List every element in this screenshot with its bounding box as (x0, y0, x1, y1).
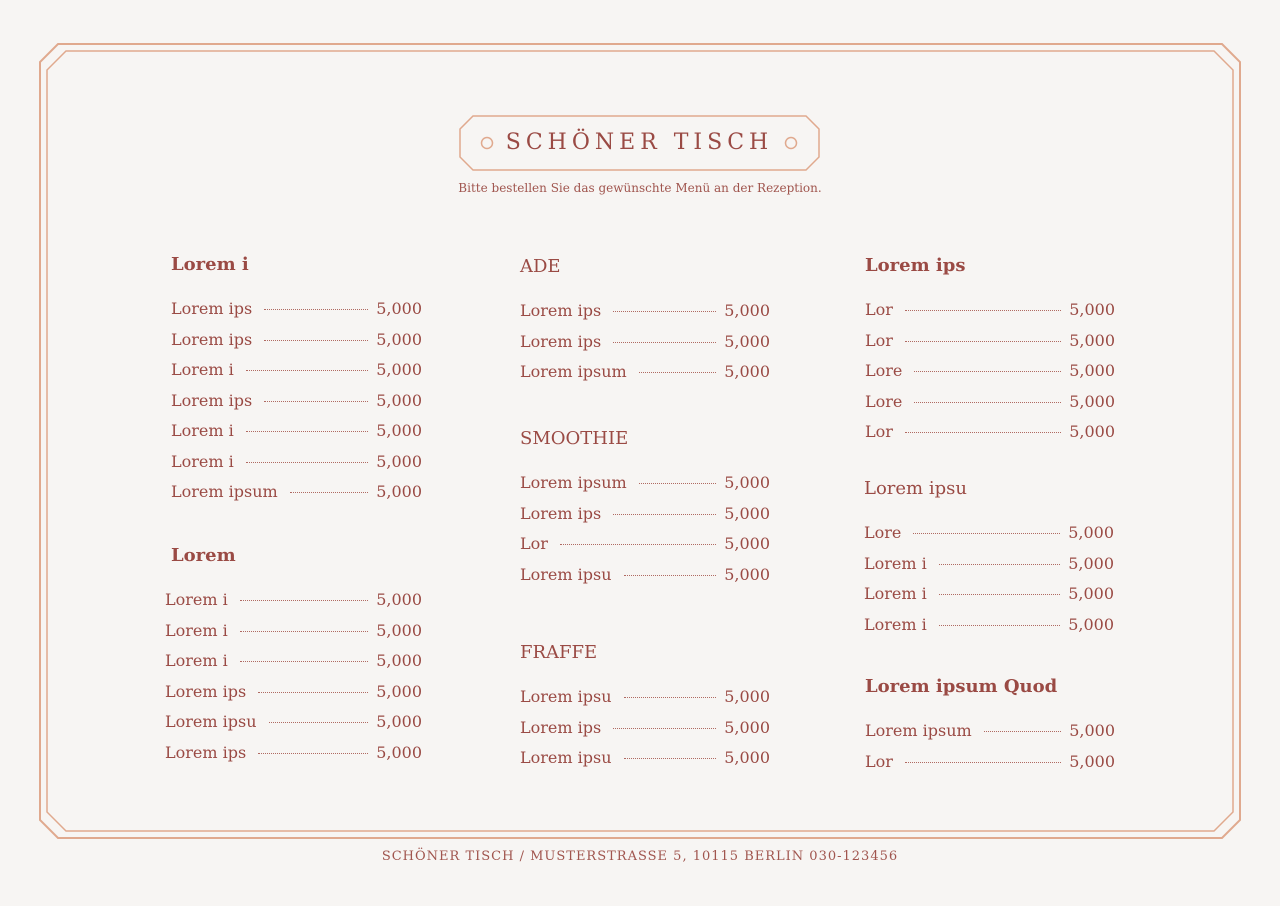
menu-item-name: Lorem ipsu (520, 748, 612, 767)
menu-item-price: 5,000 (724, 362, 770, 381)
dotted-leader (905, 310, 1061, 311)
menu-item (520, 682, 770, 713)
menu-item-price: 5,000 (376, 451, 422, 471)
menu-item-price: 5,000 (1069, 721, 1115, 740)
section-title: Lorem (171, 545, 236, 566)
menu-item-name: Lorem ipsum (865, 721, 972, 740)
menu-item-name: Lorem ips (171, 299, 253, 318)
menu-item-price: 5,000 (1069, 300, 1115, 319)
menu-item-price: 5,000 (376, 329, 422, 349)
menu-item-name: Lorem ips (520, 331, 602, 351)
dotted-leader (624, 575, 717, 576)
menu-item (520, 296, 770, 327)
menu-item-price: 5,000 (724, 687, 770, 706)
menu-item-name: Lor (865, 751, 893, 771)
dotted-leader (258, 692, 368, 693)
menu-item (865, 716, 1115, 747)
menu-item-name: Lor (865, 330, 893, 350)
menu-item-name: Lorem i (165, 620, 228, 640)
menu-section (865, 674, 1115, 777)
dotted-leader (290, 492, 369, 493)
menu-item-price: 5,000 (376, 299, 422, 318)
menu-item (865, 417, 1115, 448)
menu-item-name: Lorem ips (520, 717, 602, 737)
dotted-leader (914, 371, 1061, 372)
menu-item-name: Lorem ipsum (171, 482, 278, 501)
menu-item-price: 5,000 (1069, 391, 1115, 411)
menu-item-name: Lorem ips (520, 503, 602, 523)
menu-item (165, 616, 422, 647)
menu-item (865, 326, 1115, 357)
menu-section (520, 640, 770, 774)
menu-item-price: 5,000 (1069, 361, 1115, 380)
menu-item-price: 5,000 (724, 503, 770, 523)
menu-item-price: 5,000 (376, 421, 422, 440)
menu-item (165, 677, 422, 708)
menu-item-name: Lorem ips (171, 329, 253, 349)
dotted-leader (613, 728, 716, 729)
menu-item-name: Lorem i (171, 421, 234, 440)
menu-item-name: Lorem i (165, 651, 228, 670)
section-title: Lorem ips (865, 255, 966, 276)
menu-item-name: Lor (520, 534, 548, 553)
menu-item (865, 295, 1115, 326)
menu-item-price: 5,000 (724, 748, 770, 767)
menu-item-name: Lorem i (165, 590, 228, 609)
menu-item-price: 5,000 (1068, 523, 1114, 542)
menu-item-price: 5,000 (376, 620, 422, 640)
menu-item-name: Lorem ips (171, 390, 253, 410)
dotted-leader (264, 309, 368, 310)
menu-item-price: 5,000 (376, 482, 422, 501)
section-title: Lorem ipsum Quod (865, 676, 1058, 697)
menu-item-name: Lorem ipsum (520, 362, 627, 381)
menu-item (864, 579, 1114, 610)
section-title: SMOOTHIE (520, 428, 629, 449)
menu-item (865, 747, 1115, 778)
menu-item-name: Lorem ips (165, 681, 247, 701)
menu-item-name: Lorem ipsu (520, 687, 612, 706)
menu-item (520, 499, 770, 530)
menu-item (171, 355, 422, 386)
menu-item (520, 357, 770, 388)
dotted-leader (264, 401, 368, 402)
dotted-leader (905, 762, 1061, 763)
menu-section (520, 426, 770, 590)
menu-item (520, 327, 770, 358)
menu-item-name: Lore (864, 523, 902, 542)
menu-item-name: Lorem ips (520, 301, 602, 320)
dotted-leader (639, 372, 717, 373)
dotted-leader (240, 631, 368, 632)
section-title: Lorem ipsu (864, 478, 967, 499)
menu-item (165, 646, 422, 677)
restaurant-name: SCHÖNER TISCH (505, 130, 774, 155)
menu-item (171, 416, 422, 447)
menu-item-price: 5,000 (376, 390, 422, 410)
menu-item-name: Lorem i (864, 584, 927, 603)
menu-item-name: Lorem i (864, 614, 927, 634)
dotted-leader (240, 600, 368, 601)
dotted-leader (613, 342, 716, 343)
menu-item (171, 325, 422, 356)
dotted-leader (639, 483, 717, 484)
menu-item-price: 5,000 (1068, 553, 1114, 573)
title-plaque (459, 115, 820, 171)
menu-item (171, 447, 422, 478)
order-instruction: Bitte bestellen Sie das gewünschte Menü an der Rezeption. (458, 181, 822, 195)
menu-item-name: Lorem ipsu (165, 712, 257, 731)
menu-item-price: 5,000 (376, 712, 422, 731)
menu-item-price: 5,000 (376, 590, 422, 609)
menu-item (171, 477, 422, 508)
menu-item-price: 5,000 (376, 742, 422, 762)
dotted-leader (913, 533, 1060, 534)
dotted-leader (246, 370, 368, 371)
dotted-leader (613, 311, 716, 312)
menu-section (520, 254, 770, 388)
menu-item-name: Lor (865, 300, 893, 319)
menu-item-price: 5,000 (1069, 330, 1115, 350)
menu-item (165, 585, 422, 616)
menu-section (864, 476, 1114, 640)
menu-section (171, 252, 422, 508)
dotted-leader (905, 341, 1061, 342)
dotted-leader (939, 625, 1060, 626)
dotted-leader (264, 340, 368, 341)
menu-item-price: 5,000 (724, 331, 770, 351)
menu-item-price: 5,000 (724, 564, 770, 584)
menu-item-name: Lorem i (864, 553, 927, 573)
menu-item-price: 5,000 (376, 651, 422, 670)
section-title: ADE (520, 256, 561, 277)
dotted-leader (939, 594, 1060, 595)
menu-item (864, 518, 1114, 549)
section-title: Lorem i (171, 254, 249, 275)
menu-item (865, 387, 1115, 418)
dotted-leader (624, 697, 717, 698)
menu-item-name: Lorem ips (165, 742, 247, 762)
menu-item (865, 356, 1115, 387)
dotted-leader (914, 402, 1061, 403)
dotted-leader (939, 564, 1060, 565)
menu-item (171, 294, 422, 325)
dotted-leader (269, 722, 369, 723)
menu-item-price: 5,000 (1069, 751, 1115, 771)
menu-item-price: 5,000 (376, 360, 422, 379)
dotted-leader (246, 431, 368, 432)
menu-item (171, 386, 422, 417)
menu-item (520, 560, 770, 591)
menu-item-name: Lore (865, 391, 903, 411)
menu-item (864, 549, 1114, 580)
menu-item-price: 5,000 (376, 681, 422, 701)
dotted-leader (984, 731, 1062, 732)
menu-item-price: 5,000 (1069, 422, 1115, 441)
menu-item-price: 5,000 (1068, 584, 1114, 603)
section-title: FRAFFE (520, 642, 598, 663)
menu-item-price: 5,000 (724, 534, 770, 553)
dotted-leader (905, 432, 1061, 433)
menu-item (520, 713, 770, 744)
menu-section (865, 253, 1115, 448)
menu-item-price: 5,000 (724, 301, 770, 320)
menu-item-name: Lore (865, 361, 903, 380)
dotted-leader (613, 514, 716, 515)
menu-item (165, 738, 422, 769)
menu-section (165, 543, 422, 768)
menu-item-price: 5,000 (1068, 614, 1114, 634)
menu-item-price: 5,000 (724, 717, 770, 737)
menu-item-price: 5,000 (724, 473, 770, 492)
dotted-leader (240, 661, 368, 662)
menu-item (520, 743, 770, 774)
dotted-leader (258, 753, 368, 754)
menu-item (520, 529, 770, 560)
menu-item-name: Lor (865, 422, 893, 441)
dotted-leader (624, 758, 717, 759)
menu-item (864, 610, 1114, 641)
menu-item-name: Lorem ipsum (520, 473, 627, 492)
menu-item-name: Lorem ipsu (520, 564, 612, 584)
dotted-leader (246, 462, 368, 463)
menu-item-name: Lorem i (171, 451, 234, 471)
menu-item (520, 468, 770, 499)
dotted-leader (560, 544, 716, 545)
menu-item-name: Lorem i (171, 360, 234, 379)
menu-item (165, 707, 422, 738)
footer-address: SCHÖNER TISCH / MUSTERSTRASSE 5, 10115 BERLIN 030-123456 (381, 849, 899, 864)
